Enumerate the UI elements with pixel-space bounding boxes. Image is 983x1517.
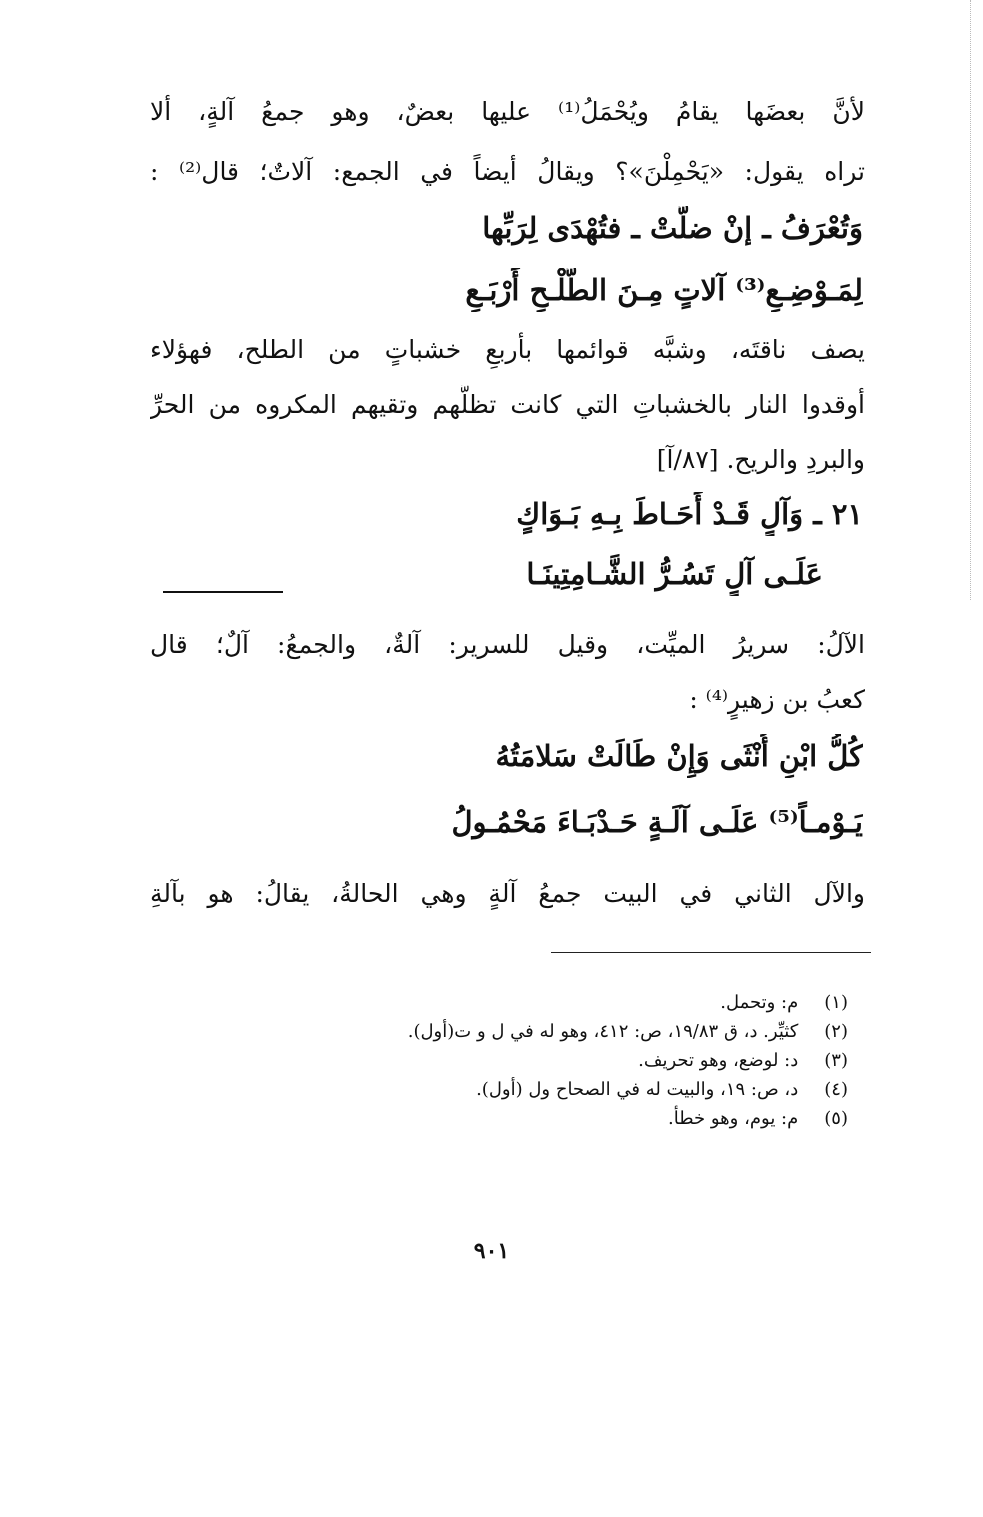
paragraph-1-line-1: لأنَّ بعضَها يقامُ ويُحْمَلُ⁽¹⁾ عليها بعضٌ، وهو جمعُ آلةٍ، ألا xyxy=(150,97,865,126)
paragraph-2-line-3: والبردِ والريح. [٨٧/آ] xyxy=(656,445,865,474)
verse-1-second-hemistich: لِمَـوْضِـعِ⁽³⁾ آلاتٍ مِـنَ الطَّلْـحِ أَرْبَـعِ xyxy=(465,273,863,307)
footnote-3 xyxy=(248,1046,848,1075)
verse-3-second-hemistich: يَـوْمـاً⁽⁵⁾ عَلَـى آلَـةٍ حَـدْبَـاءَ مَحْمُـولُ xyxy=(451,805,863,839)
footnote-number: (١) xyxy=(824,992,848,1013)
footnote-number: (٣) xyxy=(824,1050,848,1071)
footnote-text: كثيِّر. د، ق ١٩/٨٣، ص: ٤١٢، وهو له في ل و ت(أول). xyxy=(407,1021,799,1042)
footnote-number: (٤) xyxy=(824,1079,848,1100)
paragraph-3-line-1: الآلُ: سريرُ الميِّت، وقيل للسرير: آلةٌ، والجمعُ: آلٌ؛ قال xyxy=(150,630,865,659)
footnote-text: د: لوضع، وهو تحريف. xyxy=(638,1050,799,1071)
paragraph-2-line-2: أوقدوا النار بالخشباتِ التي كانت تظلُّهم وتقيهم المكروه من الحرِّ xyxy=(150,390,865,419)
page-number: ٩٠١ xyxy=(473,1238,510,1264)
scan-edge-mark xyxy=(970,0,972,600)
verse-3-first-hemistich: كُلُّ ابْنِ أُنْثَى وَإِنْ طَالَتْ سَلامَتُهُ xyxy=(495,739,863,773)
footnote-5 xyxy=(248,1104,848,1133)
footnote-4 xyxy=(248,1075,848,1104)
verse-2-second-hemistich: عَلَـى آلٍ تَسُـرُّ الشَّـامِتِينَـا xyxy=(526,557,823,591)
footnote-number: (٢) xyxy=(824,1021,848,1042)
footnote-2 xyxy=(248,1017,848,1046)
verse-2-extension-rule xyxy=(163,591,283,593)
paragraph-2-line-1: يصف ناقتَه، وشبَّه قوائمها بأربعِ خشباتٍ من الطلح، فهؤلاء xyxy=(150,335,865,364)
footnote-text: م: وتحمل. xyxy=(720,992,799,1013)
footnote-text: م: يوم، وهو خطأ. xyxy=(668,1108,799,1129)
footnote-separator xyxy=(551,952,871,953)
footnote-number: (٥) xyxy=(824,1108,848,1129)
footnotes xyxy=(248,988,848,1133)
verse-1-first-hemistich: وَتُعْرَفُ ـ إنْ ضلَّتْ ـ فتُهْدَى لِرَبِّها xyxy=(482,211,863,245)
footnote-1 xyxy=(248,988,848,1017)
verse-2-first-hemistich: ٢١ ـ وَآلٍ قَـدْ أَحَـاطَ بِـهِ بَـوَاكٍ xyxy=(516,497,863,531)
footnote-text: د، ص: ١٩، والبيت له في الصحاح ول (أول). xyxy=(476,1079,799,1100)
paragraph-4-line-1: والآل الثاني في البيت جمعُ آلةٍ وهي الحالةُ، يقالُ: هو بآلةِ xyxy=(150,879,865,908)
paragraph-3-line-2: كعبُ بن زهيرٍ⁽⁴⁾ : xyxy=(689,685,865,714)
paragraph-1-line-2: تراه يقول: «يَحْمِلْنَ»؟ ويقالُ أيضاً في الجمع: آلاتٌ؛ قال⁽²⁾ : xyxy=(150,157,865,186)
